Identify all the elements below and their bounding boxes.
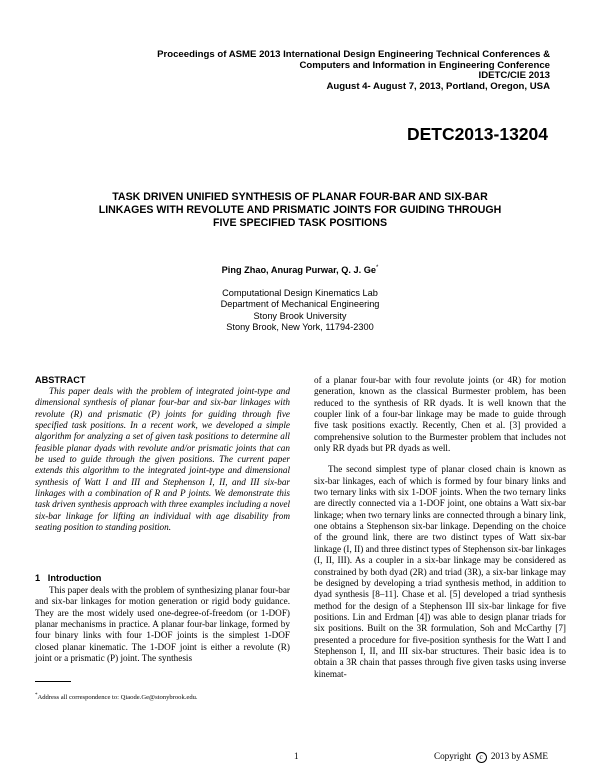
affiliation-line-1: Computational Design Kinematics Lab: [222, 288, 378, 298]
abstract-body: [35, 386, 290, 533]
right-paragraph-1: of a planar four-bar with four revolute joints (or 4R) for motion generation, known as the classical Burmester problem, has been reduced to the synthesis of RR dyads. It is well known that the coupler link of a four-bar linkage may be made to guide through five task positions exactly. Recently, Chen et al. [3] provided a comprehensive solution to the Burmester problem that includes not only RR dyads but PR dyads as well.: [314, 375, 566, 454]
paper-title: [60, 191, 540, 229]
page-number: 1: [294, 751, 299, 761]
proceedings-line-2: Computers and Information in Engineering Conference: [299, 59, 550, 71]
abstract-text: This paper deals with the problem of integrated joint-type and dimensional synthesis of planar four-bar and six-bar linkages with revolute (R) and prismatic (P) joints for guiding through five specified task positions. In a recent work, we developed a simple algorithm for analyzing a set of given task positions to determine all feasible planar dyads with revolute and/or prismatic joints that can be used to guide through the given positions. The current paper extends this algorithm to the integrated joint-type and dimensional synthesis of Watt I and III and Stephenson I, II, and III six-bar linkages with a combination of R and P joints. We demonstrate this task driven synthesis approach with three examples including a novel six-bar linkage for lifting an individual with age disability from seating position to standing position.: [35, 386, 290, 533]
introduction-number: 1: [35, 573, 41, 583]
affiliation-line-4: Stony Brook, New York, 11794-2300: [226, 321, 374, 332]
proceedings-header: [70, 50, 550, 92]
copyright-icon: c: [476, 752, 487, 763]
footnote: [35, 693, 198, 701]
paper-id: DETC2013-13204: [406, 124, 548, 144]
author-footnote-mark: *: [376, 265, 379, 271]
footnote-text: Address all correspondence to: Qiaode.Ge@stonybrook.edu.: [37, 694, 198, 702]
introduction-paragraph: This paper deals with the problem of synthesizing planar four-bar and six-bar linkages for motion generation or rigid body guidance. They are the most widely used one-degree-of-freedom (or 1-DOF) planar mechanisms in practice. A planar four-bar linkage, formed by four binary links with four 1-DOF joints is the simplest 1-DOF closed planar kinematic. The 1-DOF joint is either a revolute (R) joint or a prismatic (P) joint. The synthesis: [35, 585, 290, 664]
introduction-title: Introduction: [47, 573, 102, 583]
footnote-rule: [35, 681, 71, 682]
authors: [0, 265, 600, 275]
proceedings-line-4: August 4- August 7, 2013, Portland, Oregon, USA: [326, 80, 550, 92]
introduction-body: [35, 585, 290, 664]
author-names: Ping Zhao, Anurag Purwar, Q. J. Ge: [221, 265, 376, 276]
copyright-suffix: 2013 by ASME: [490, 751, 548, 761]
affiliation-line-3: Stony Brook University: [253, 310, 347, 321]
title-line-3: FIVE SPECIFIED TASK POSITIONS: [212, 216, 388, 229]
title-line-1: TASK DRIVEN UNIFIED SYNTHESIS OF PLANAR FOUR-BAR AND SIX-BAR: [112, 191, 488, 203]
copyright: [434, 751, 548, 763]
right-paragraph-2: The second simplest type of planar closed chain is known as six-bar linkages, each of which is formed by four binary links and two ternary links with six 1-DOF joints. When the two ternary links are directly connected via a 1-DOF joint, one obtains a Watt six-bar linkage; when two ternary links are connected through a binary link, one obtains a Stephenson six-bar linkage. Depending on the choice of the ground link, there are two distinct types of Watt six-bar linkage (I, II) and three distinct types of Stephenson six-bar linkages (I, II, III). As a coupler in a six-bar linkage may be considered as constrained by both dyad (2R) and triad (3R), a six-bar linkage may be designed by developing a triad synthesis method, in addition to dyad synthesis [8–11]. Chase et al. [5] developed a triad synthesis method for the design of a Stephenson III six-bar linkage for five positions. Lin and Erdman [4]) was able to design planar triads for six positions. Built on the 3R formulation, Soh and McCarthy [7] presented a procedure for five-position synthesis for the Watt I and Stephenson I, II, and III six-bar structures. Their basic idea is to obtain a 3R chain that passes through five given tasks using inverse kinemat-: [314, 464, 566, 679]
title-line-2: LINKAGES WITH REVOLUTE AND PRISMATIC JOINTS FOR GUIDING THROUGH: [98, 203, 502, 216]
affiliation-line-2: Department of Mechanical Engineering: [220, 299, 380, 310]
proceedings-line-1: Proceedings of ASME 2013 International Design Engineering Technical Conferences &: [157, 49, 550, 60]
abstract-heading: ABSTRACT: [35, 375, 86, 385]
right-column: [314, 375, 566, 680]
proceedings-line-3: IDETC/CIE 2013: [478, 70, 550, 82]
copyright-prefix: Copyright: [433, 751, 472, 761]
footnote-mark: *: [35, 693, 38, 698]
affiliation: [0, 288, 600, 333]
introduction-heading: [35, 573, 101, 583]
